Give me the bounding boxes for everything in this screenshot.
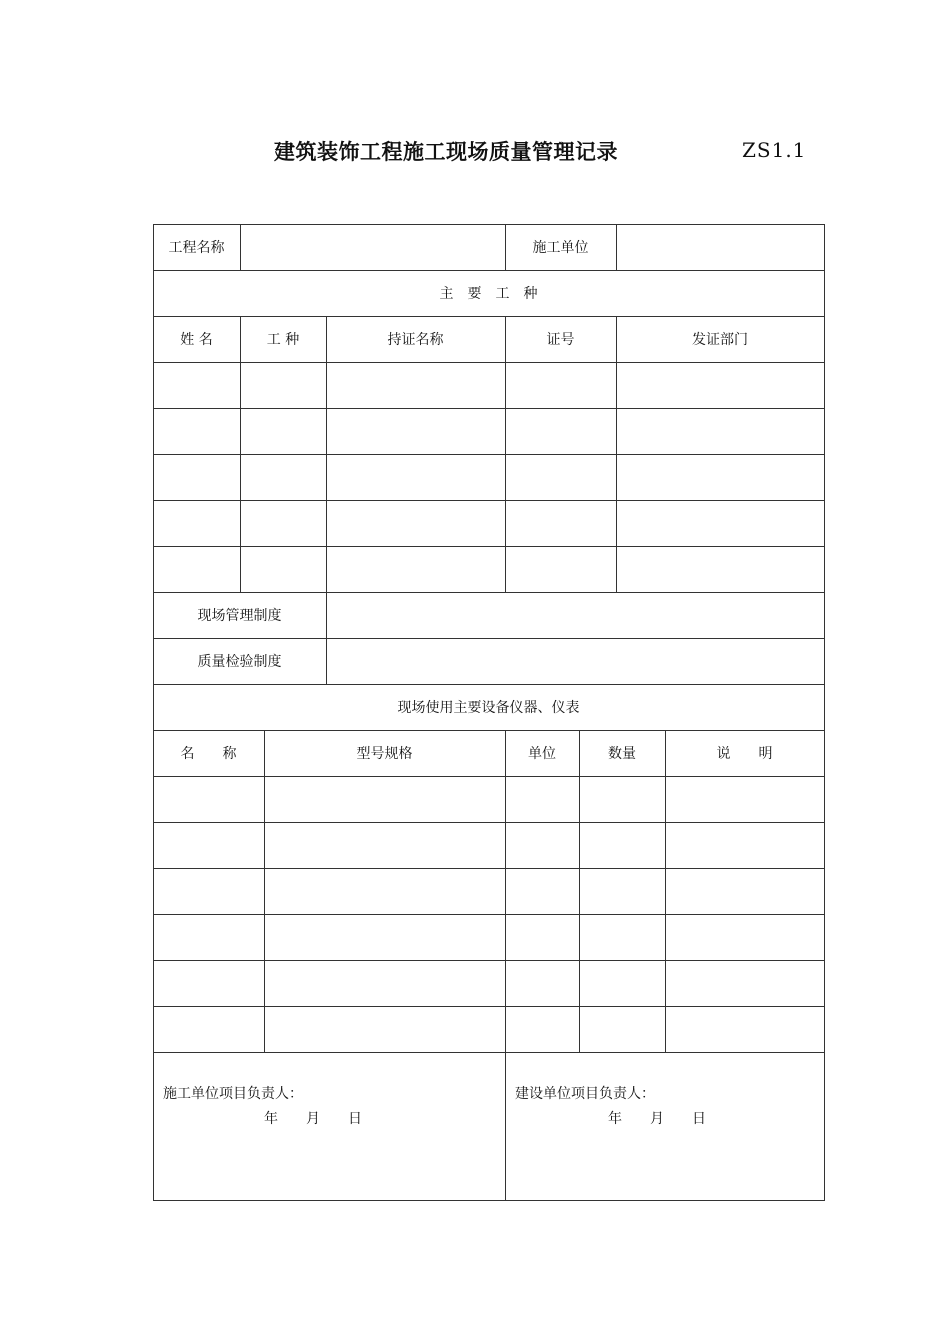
- equipment-cell[interactable]: [579, 822, 665, 868]
- equipment-cell[interactable]: [505, 868, 579, 914]
- equipment-cell[interactable]: [579, 776, 665, 822]
- equipment-cell[interactable]: [153, 960, 264, 1006]
- workers-cell[interactable]: [505, 500, 616, 546]
- quality-inspection-label: 质量检验制度: [197, 654, 282, 670]
- equipment-cell[interactable]: [153, 914, 264, 960]
- workers-cell[interactable]: [240, 546, 326, 592]
- equipment-header-3: 数量: [608, 746, 636, 762]
- equipment-cell[interactable]: [153, 868, 264, 914]
- workers-header-2: 持证名称: [387, 332, 444, 348]
- equipment-header-0: 名 称: [180, 746, 237, 762]
- workers-section-title: 主 要 工 种: [439, 286, 538, 302]
- workers-cell[interactable]: [153, 454, 240, 500]
- equipment-cell[interactable]: [665, 822, 824, 868]
- equipment-header-2: 单位: [528, 746, 556, 762]
- equipment-cell[interactable]: [505, 1006, 579, 1052]
- workers-cell[interactable]: [505, 408, 616, 454]
- workers-cell[interactable]: [240, 454, 326, 500]
- workers-header-0: 姓 名: [180, 332, 213, 348]
- equipment-cell[interactable]: [505, 776, 579, 822]
- workers-cell[interactable]: [153, 362, 240, 408]
- workers-cell[interactable]: [505, 546, 616, 592]
- equipment-cell[interactable]: [264, 868, 505, 914]
- workers-cell[interactable]: [616, 408, 824, 454]
- workers-cell[interactable]: [153, 500, 240, 546]
- site-management-field[interactable]: [326, 592, 824, 638]
- equipment-cell[interactable]: [665, 776, 824, 822]
- workers-cell[interactable]: [153, 408, 240, 454]
- equipment-cell[interactable]: [264, 822, 505, 868]
- workers-cell[interactable]: [326, 500, 505, 546]
- workers-cell[interactable]: [326, 362, 505, 408]
- equipment-cell[interactable]: [505, 914, 579, 960]
- equipment-section-title: 现场使用主要设备仪器、仪表: [397, 700, 580, 716]
- equipment-cell[interactable]: [153, 1006, 264, 1052]
- equipment-cell[interactable]: [665, 1006, 824, 1052]
- site-management-label: 现场管理制度: [197, 608, 282, 624]
- workers-cell[interactable]: [616, 454, 824, 500]
- workers-cell[interactable]: [505, 454, 616, 500]
- equipment-cell[interactable]: [665, 868, 824, 914]
- equipment-cell[interactable]: [264, 960, 505, 1006]
- equipment-cell[interactable]: [665, 960, 824, 1006]
- equipment-cell[interactable]: [153, 776, 264, 822]
- equipment-cell[interactable]: [505, 960, 579, 1006]
- workers-cell[interactable]: [616, 500, 824, 546]
- equipment-cell[interactable]: [579, 914, 665, 960]
- quality-inspection-field[interactable]: [326, 638, 824, 684]
- equipment-cell[interactable]: [264, 776, 505, 822]
- equipment-header-4: 说 明: [716, 746, 773, 762]
- owner-signature-date: 年 月 日: [608, 1111, 706, 1127]
- equipment-cell[interactable]: [505, 822, 579, 868]
- workers-header-3: 证号: [546, 332, 575, 348]
- owner-signature-label: 建设单位项目负责人：: [515, 1086, 655, 1102]
- equipment-cell[interactable]: [579, 960, 665, 1006]
- workers-cell[interactable]: [505, 362, 616, 408]
- equipment-cell[interactable]: [579, 1006, 665, 1052]
- project-name-field[interactable]: [240, 224, 505, 270]
- contractor-signature-label: 施工单位项目负责人：: [163, 1086, 303, 1102]
- equipment-cell[interactable]: [579, 868, 665, 914]
- equipment-cell[interactable]: [264, 914, 505, 960]
- workers-cell[interactable]: [240, 362, 326, 408]
- workers-cell[interactable]: [326, 454, 505, 500]
- workers-cell[interactable]: [616, 362, 824, 408]
- workers-header-4: 发证部门: [692, 332, 748, 348]
- equipment-cell[interactable]: [264, 1006, 505, 1052]
- table-border: [824, 224, 825, 1201]
- equipment-cell[interactable]: [665, 914, 824, 960]
- table-border: [153, 1200, 825, 1201]
- table-border: [153, 1052, 825, 1053]
- document-code: ZS1.1: [742, 138, 807, 162]
- workers-cell[interactable]: [616, 546, 824, 592]
- table-border: [505, 1052, 506, 1200]
- project-name-label: 工程名称: [168, 240, 225, 256]
- equipment-header-1: 型号规格: [356, 746, 413, 762]
- contractor-signature-date: 年 月 日: [264, 1111, 362, 1127]
- construction-unit-label: 施工单位: [532, 240, 589, 256]
- workers-cell[interactable]: [326, 546, 505, 592]
- workers-cell[interactable]: [326, 408, 505, 454]
- workers-header-1: 工 种: [266, 332, 300, 348]
- workers-cell[interactable]: [153, 546, 240, 592]
- document-title: 建筑装饰工程施工现场质量管理记录: [274, 139, 618, 164]
- workers-cell[interactable]: [240, 408, 326, 454]
- equipment-cell[interactable]: [153, 822, 264, 868]
- workers-cell[interactable]: [240, 500, 326, 546]
- construction-unit-field[interactable]: [616, 224, 824, 270]
